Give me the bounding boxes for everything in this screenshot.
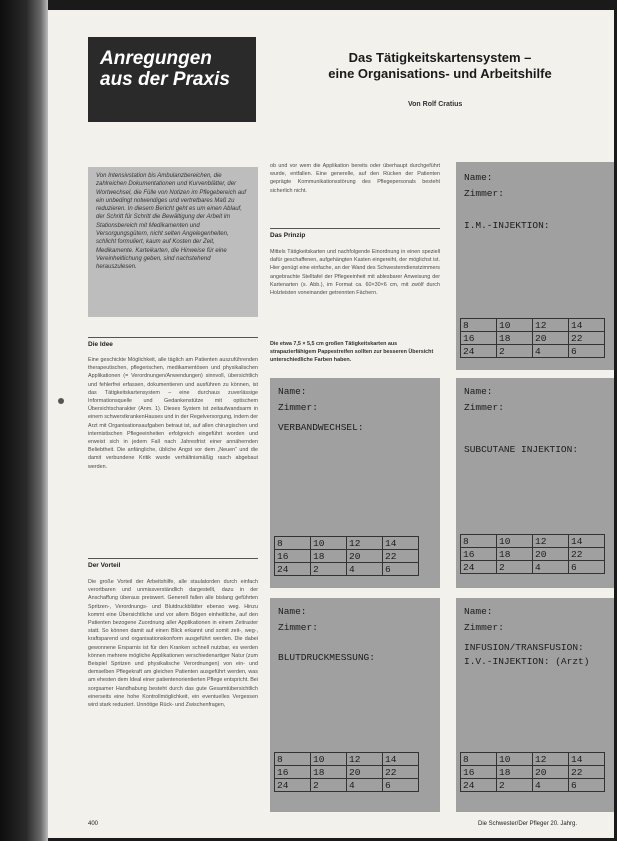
grid-cell: 22: [569, 548, 605, 561]
grid-cell: 8: [275, 753, 311, 766]
rule: [270, 228, 440, 229]
grid-cell: 4: [347, 563, 383, 576]
grid-cell: 18: [497, 548, 533, 561]
figure-caption: Die etwa 7,5 × 5,5 cm großen Tätigkeitskarten aus strapazierfähigem Pappestreifen sollten zur besseren Übersicht unterschiedliche Farben haben.: [270, 341, 434, 363]
binding-gutter: [0, 0, 48, 841]
grid-cell: 16: [461, 548, 497, 561]
grid-cell: 6: [383, 779, 419, 792]
card-time-grid: [460, 318, 605, 358]
grid-cell: 24: [275, 563, 311, 576]
grid-cell: 22: [383, 550, 419, 563]
activity-card: [270, 378, 440, 588]
grid-cell: 22: [569, 332, 605, 345]
grid-cell: 24: [275, 779, 311, 792]
text-col2-top: ob und vor wem die Applikation bereits oder überhaupt durchgeführt wurde, entfallen. Eine generelle, auf den Rücken der Patienten geprägte Kommunikationsstörung des Pflegepersonals besteht sicherlich nicht.: [270, 163, 440, 194]
heading-idee: Die Idee: [88, 341, 113, 348]
intro-box: Von Intensivstation bis Ambulanzbereichen, die zahlreichen Dokumentationen und Kurvenblätter, der Wortwechsel, die Fülle von Notizen im Pflegebereich auf ein unbedingt notwendiges und vertretbares Maß zu reduzieren. In diesem Bericht geht es um einen Ablauf, der Schritt für Schritt die Bewältigung der Arbeit im Stationsbereich mit Medikamenten und Versorgungsgütern, nicht selten Angelegenheiten, schlicht formuliert, kaum auf Kosten der Zeit, Medikamente. Karteikarten, die Hinweise für eine Vereinheitlichung geben, sind nachstehend herauszulesen.: [88, 167, 258, 317]
grid-cell: 6: [383, 563, 419, 576]
grid-cell: 18: [497, 332, 533, 345]
grid-cell: 8: [275, 537, 311, 550]
grid-cell: 24: [461, 779, 497, 792]
grid-cell: 4: [347, 779, 383, 792]
activity-card: [456, 162, 614, 370]
card-time-grid: [274, 536, 419, 576]
grid-cell: 12: [347, 537, 383, 550]
page-number: 400: [88, 821, 99, 827]
grid-cell: 2: [311, 563, 347, 576]
punch-hole: [58, 398, 64, 404]
grid-cell: 20: [347, 550, 383, 563]
grid-cell: 20: [533, 548, 569, 561]
grid-cell: 6: [569, 561, 605, 574]
grid-cell: 2: [311, 779, 347, 792]
card-type: VERBANDWECHSEL:: [278, 422, 364, 433]
grid-cell: 20: [533, 766, 569, 779]
grid-cell: 8: [461, 535, 497, 548]
grid-cell: 22: [569, 766, 605, 779]
text-vorteil: Die große Vorteil der Arbeitshilfe, alle staulatorden durch einfach verortbaren und unmissverständlich dargestellt, dazu in der Anschaffung überaus preiswert. Generell fallen alle bislang geführten Spritzen-, Verordnungs- und Blutdruckblätter ebenso weg. Hinzu kommt eine Übersichtliche und vor allem Bögen einheitliche, auf den Patienten bezogene Zuordnung aller Applikationen in einem Zeitraster statt. So können damit auf einen Blick erkannt und somit zeit-, weg-, kraftsparend und organisationskonform ausgeführt werden. Die dabei gewonnene Ersparnis ist für den Kranken schnell nutzbar, es werden können mehrere mögliche Applikationen verschiedenartiger Natur (zum Beispiel Spritzen und physikalische Verordnungen) von ein- und demselben Pflegekraft am gleichen Patienten ausgeführt werden, was am ehesten dem Ideal einer patientenorientierten Pflege entspricht. Bei sorgsamer Handhabung besteht durch das gute Gesamtübersichtlich einerseits eine hohe Kontrollmöglichkeit, ein eventuelles Vergessen wird stark reduziert. Unnötige Rück- und Zwischenfragen,: [88, 579, 258, 709]
grid-cell: 20: [533, 332, 569, 345]
grid-cell: 4: [533, 779, 569, 792]
grid-cell: 20: [347, 766, 383, 779]
grid-cell: 24: [461, 345, 497, 358]
text-prinzip: Mittels Tätigkeitskarten und nachfolgende Einordnung in einen speziell dafür geschaffenen, aufgehängten Kasten eingereiht, der möglichst ist. Hier genügt eine einfache, an der Wand des Schwesterndienstzimmers angebrachte Stelltafel der Pflegeeinheit mit ablesbarer Anweisung der Kartenarten (s. Abb.), im Format ca. 60×30×6 cm, mit zwölf durch Holzleisten voneinander getrennten Fächern.: [270, 249, 440, 297]
grid-cell: 2: [497, 779, 533, 792]
grid-cell: 2: [497, 561, 533, 574]
card-room-label: Zimmer:: [464, 402, 504, 413]
grid-cell: 12: [533, 319, 569, 332]
card-name-label: Name:: [464, 172, 493, 183]
grid-cell: 12: [533, 753, 569, 766]
card-time-grid: [274, 752, 419, 792]
byline: Von Rolf Cratius: [408, 101, 463, 108]
activity-card: [456, 378, 614, 588]
grid-cell: 16: [461, 332, 497, 345]
grid-cell: 14: [383, 537, 419, 550]
grid-cell: 12: [347, 753, 383, 766]
card-time-grid: [460, 752, 605, 792]
grid-cell: 22: [383, 766, 419, 779]
grid-cell: 10: [497, 753, 533, 766]
grid-cell: 14: [569, 753, 605, 766]
grid-cell: 16: [275, 550, 311, 563]
grid-cell: 2: [497, 345, 533, 358]
card-name-label: Name:: [278, 606, 307, 617]
grid-cell: 14: [569, 319, 605, 332]
grid-cell: 12: [533, 535, 569, 548]
grid-cell: 18: [311, 550, 347, 563]
heading-prinzip: Das Prinzip: [270, 232, 306, 239]
grid-cell: 10: [497, 535, 533, 548]
card-time-grid: [460, 534, 605, 574]
grid-cell: 6: [569, 345, 605, 358]
grid-cell: 14: [383, 753, 419, 766]
card-type: SUBCUTANE INJEKTION:: [464, 444, 579, 455]
heading-vorteil: Der Vorteil: [88, 562, 121, 569]
grid-cell: 16: [275, 766, 311, 779]
card-name-label: Name:: [464, 386, 493, 397]
card-type: BLUTDRUCKMESSUNG:: [278, 652, 375, 663]
grid-cell: 18: [311, 766, 347, 779]
card-room-label: Zimmer:: [464, 622, 504, 633]
grid-cell: 6: [569, 779, 605, 792]
grid-cell: 4: [533, 345, 569, 358]
rule: [88, 337, 258, 338]
banner-title: Anregungen aus der Praxis: [100, 48, 230, 90]
activity-card: [456, 598, 614, 812]
card-type: INFUSION/TRANSFUSION:: [464, 642, 584, 653]
card-type: I.V.-INJEKTION: (Arzt): [464, 656, 590, 667]
article-title: Das Tätigkeitskartensystem – eine Organisations- und Arbeitshilfe: [328, 50, 552, 81]
grid-cell: 10: [311, 537, 347, 550]
grid-cell: 16: [461, 766, 497, 779]
grid-cell: 24: [461, 561, 497, 574]
text-idee: Eine geschickte Möglichkeit, alle täglich am Patienten auszuführenden therapeutischen, pflegerischen, medikamentösen und physikalischen Applikationen (= Verordnungen/Anwendungen) sinnvoll, übersichtlich und fehlerfrei erfassen, dokumentieren und ausführen zu können, ist das Tätigkeitskartensystem – eine durchaus zuverlässige Informationsquelle und Gedankenstütze mit optischem Übersichtscharakter (Anm. 1). Dieses System ist zeitaufwandsarm in einem schwerstkrankenHauses und in der Regelversorgung, indem der Arzt mit Organisationsaufgaben betraut ist, auf allen chirurgischen und internistischen Pflegeeinheiten erfolgreich eingeführt worden und erweist sich in jedem Fall nach Jahresfrist einer annähernden Beliebtheit. Die anfängliche, übliche Angst vor dem „Neuen“ und die damit verbundene Kritik wurde verhältnismäßig rasch abgebaut werden.: [88, 357, 258, 470]
journal-name: Die Schwester/Der Pfleger 20. Jahrg.: [478, 821, 578, 827]
grid-cell: 8: [461, 753, 497, 766]
grid-cell: 4: [533, 561, 569, 574]
card-room-label: Zimmer:: [278, 402, 318, 413]
grid-cell: 8: [461, 319, 497, 332]
card-type: I.M.-INJEKTION:: [464, 220, 550, 231]
card-room-label: Zimmer:: [464, 188, 504, 199]
card-name-label: Name:: [464, 606, 493, 617]
activity-card: [270, 598, 440, 812]
grid-cell: 10: [497, 319, 533, 332]
grid-cell: 10: [311, 753, 347, 766]
card-room-label: Zimmer:: [278, 622, 318, 633]
grid-cell: 18: [497, 766, 533, 779]
rule: [88, 558, 258, 559]
card-name-label: Name:: [278, 386, 307, 397]
grid-cell: 14: [569, 535, 605, 548]
